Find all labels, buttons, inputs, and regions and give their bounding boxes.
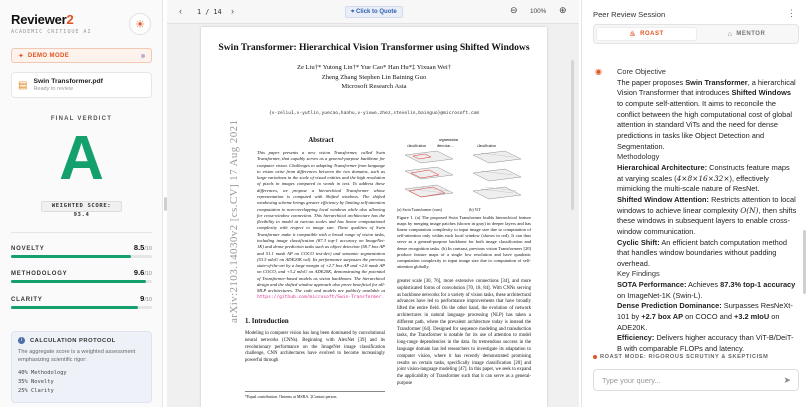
figure-label-seg: segmentation (439, 138, 459, 142)
paper-emails: {v-zeliu1,v-yutlin,yuecao,hanhu,v-yixwe,zhez,stevelin,bainguo}@microsoft.com (268, 111, 480, 116)
brand-title: Reviewer2 (11, 12, 74, 27)
file-icon: ▤ (18, 79, 28, 91)
send-icon[interactable]: ➤ (783, 375, 791, 385)
viewer-toolbar (167, 0, 579, 24)
file-status: Ready to review (33, 86, 73, 92)
quote-icon: ⌖ (351, 9, 357, 15)
demo-mode-indicator (141, 54, 145, 58)
metric-bar-fill (11, 255, 131, 258)
tab-mentor[interactable]: ⌂ MENTOR (727, 30, 766, 38)
verdict-label: FINAL VERDICT (50, 116, 113, 122)
page-indicator: 1 / 14 (197, 8, 222, 16)
brand (11, 12, 91, 35)
weighted-score-badge: WEIGHTED SCORE: 93.4 (41, 201, 122, 212)
chevron-left-icon[interactable]: ‹ (179, 6, 182, 16)
methodology-item: Cyclic Shift: An efficient batch computation method that handles window boundaries without padding overhead. (617, 237, 787, 268)
zoom-in-icon[interactable]: ⊕ (559, 5, 567, 15)
metric-name: CLARITY (11, 297, 43, 303)
footnote: *Equal contribution. †Interns at MSRA. ‡Contact person. (245, 391, 385, 399)
paper-authors: Ze Liu†* Yutong Lin†* Yue Cao* Han Hu*‡ Yixuan Wei† Zheng Zhang Stephen Lin Baining Guo Microsoft Research Asia (296, 64, 452, 91)
verdict-grade: A (59, 124, 104, 193)
figure-label-det: detection ... (437, 144, 454, 148)
metric-bar (11, 255, 152, 258)
methodology-heading: Methodology (617, 152, 660, 162)
finding-item: SOTA Performance: Achieves 87.3% top-1 accuracy on ImageNet-1K (Swin-L). (617, 280, 796, 300)
right-column-text: greater scale [30, 76], more extensive connections [34], and more sophisticated forms of convolution [70, 18, 84]. With CNNs serving as backbone networks for a variety of vision tasks, these architectural advances have led to performance improvements that have broadly lifted the entire field. On the other hand, the evolution of network architectures in natural language processing (NLP) has taken a different path, where the prevalent architecture today is instead the Transformer [64]. Designed for sequence modeling and transduction tasks, the Transformer is notable for its use of attention to model long-range dependencies in the data. Its tremendous success in the language domain has led researchers to investigate its adaptation to computer vision, where it has recently demonstrated promising results on certain tasks, specifically image classification [20] and joint vision-language modeling [47]. In this paper, we seek to expand the applicability of Transformer such that it can serve as a general-purpose (397, 279, 531, 386)
graduation-cap-icon: ⌂ (727, 30, 733, 38)
bot-icon: ◉ (595, 67, 602, 76)
finding-item: Efficiency: Delivers higher accuracy than ViT-B/DeiT-B with comparable FLOPs and latency. (617, 333, 794, 354)
chevron-right-icon[interactable]: › (231, 6, 234, 16)
metric-methodology (11, 268, 152, 283)
protocol-weights (18, 369, 145, 395)
figure-caption: Figure 1. (a) The proposed Swin Transformer builds hierarchical feature maps by merging image patches (shown in gray) in deeper layers and has linear computation complexity to input image size due to computation of self-attention only within each local window (shown in red). It can thus serve as a general-purpose backbone for both image classification and dense recognition tasks. (b) In contrast, previous vision Transformers [20] produce feature maps of a single low resolution and have quadratic computation complexity to input image size due to computation of self-attention globally. (397, 215, 531, 269)
demo-mode-label: DEMO MODE (27, 52, 70, 59)
sidebar (0, 0, 163, 407)
file-info (33, 78, 103, 92)
roast-mode-status: ROAST MODE: RIGOROUS SCRUTINY & SKEPTICISM (593, 354, 768, 360)
abstract-heading: Abstract (308, 137, 334, 144)
zoom-out-icon[interactable]: ⊖ (510, 5, 518, 15)
weight-clarity: 25% Clarity (18, 387, 54, 394)
click-to-quote-button[interactable]: ⌖ Click to Quote (345, 6, 403, 18)
metric-name: METHODOLOGY (11, 271, 68, 277)
abstract-text: This paper presents a new vision Transformer, called Swin Transformer, that capably serves as a general-purpose backbone for computer vision. Challenges in adapting Transformer from language to vision arise from differences between the two domains, such as large variations in the scale of visual entities and the high resolution of pixels in images compared to words in text. To address these differences, we propose a hierarchical Transformer whose representation is computed with Shifted windows. The shifted windowing scheme brings greater efficiency by limiting self-attention computation to non-overlapping local windows while also allowing for cross-window connection. This hierarchical architecture has the flexibility to model at various scales and has linear computational complexity with respect to image size. These qualities of Swin Transformer make it compatible with a broad range of vision tasks, including image classification (87.3 top-1 accuracy on ImageNet-1K) and dense prediction tasks such as object detection (58.7 box AP and 51.1 mask AP on COCO test-dev) and semantic segmentation (53.5 mIoU on ADE20K val). Its performance surpasses the previous state-of-the-art by a large margin of +2.7 box AP and +2.6 mask AP on COCO, and +3.2 mIoU on ADE20K, demonstrating the potential of Transformer-based models as vision backbones. The hierarchical design and the shifted window approach also prove beneficial for all-MLP architectures. The code and models are publicly available at https://github.com/microsoft/Swin-Transformer. (257, 150, 385, 301)
intro-heading: 1. Introduction (245, 318, 289, 325)
metric-bar (11, 306, 152, 309)
metric-score: 9.6/10 (133, 268, 152, 277)
sun-icon: ☀ (135, 18, 145, 31)
brand-tagline: ACADEMIC CRITIQUE AI (11, 29, 92, 35)
paper-title: Swin Transformer: Hierarchical Vision Transformer using Shifted Windows (218, 42, 530, 53)
peer-review-panel (581, 0, 806, 407)
info-icon: i (18, 337, 25, 344)
calculation-protocol-card (11, 331, 152, 403)
methodology-item: Hierarchical Architecture: Constructs feature maps at varying scales (4×8×16×32×), effectively mimicking the multi-scale nature of ResNet. (617, 162, 790, 194)
file-name: Swin Transformer.pdf (33, 78, 103, 85)
demo-mode-toggle[interactable] (11, 48, 152, 63)
weight-novelty: 35% Novelty (18, 378, 54, 385)
query-box (593, 369, 799, 391)
protocol-description: The aggregate score is a weighted assessment emphasizing scientific rigor: (18, 349, 136, 364)
figure-caption-b: (b) ViT (469, 207, 481, 212)
finding-item: Dense Prediction Dominance: Surpasses ResNeXt-101 by +2.7 box AP on COCO and +3.2 mIoU on ADE20K. (617, 301, 793, 332)
zoom-level: 100% (530, 8, 547, 15)
panel-title: Peer Review Session (593, 10, 666, 19)
code-link[interactable]: https://github.com/microsoft/Swin-Transformer. (257, 295, 385, 301)
objective-heading: Core Objective (617, 67, 666, 76)
divider (11, 232, 152, 233)
figure-caption-a: (a) Swin Transformer (ours) (397, 207, 442, 212)
pdf-page[interactable] (201, 27, 547, 407)
methodology-item: Shifted Window Attention: Restricts attention to local windows to achieve linear complexity O(N), then shifts these windows in subsequent layers to enable cross-window communication. (617, 194, 797, 236)
theme-toggle-button[interactable] (129, 13, 151, 35)
query-input[interactable] (602, 374, 772, 386)
metric-novelty (11, 243, 152, 258)
figure-label-cls: classification (407, 144, 426, 148)
figure-label-cls-b: classification (477, 144, 496, 148)
objective-text: The paper proposes Swin Transformer, a hierarchical Vision Transformer that introduces Shifted Windows to compute self-attention. It aims to reconcile the conflict between the high computational cost of global attention in standard ViTs and the need for dense predictions in tasks like Object Detection and Segmentation. (617, 77, 796, 151)
more-icon[interactable]: ⋮ (787, 8, 796, 18)
flame-icon: ♨ (629, 31, 637, 38)
metric-clarity (11, 294, 152, 309)
metric-name: NOVELTY (11, 246, 45, 252)
tab-roast[interactable]: ♨ ROAST (596, 27, 697, 41)
review-message (617, 67, 797, 354)
figure-1 (397, 135, 531, 209)
spark-icon: ✦ (18, 52, 24, 60)
pdf-viewer (167, 0, 579, 407)
viewer-scrollbar[interactable] (571, 60, 574, 210)
brand-superscript: 2 (66, 12, 74, 27)
mode-tabs (593, 24, 799, 44)
weight-methodology: 40% Methodology (18, 370, 67, 377)
intro-text: Modeling in computer vision has long been dominated by convolutional neural networks (CNNs). Beginning with AlexNet [39] and its revolutionary performance on the ImageNet image classification challenge, CNN architectures have evolved to become increasingly powerful through (245, 331, 385, 364)
metric-score: 9/10 (140, 294, 152, 303)
metric-bar (11, 280, 152, 283)
metric-score: 8.5/10 (133, 243, 152, 252)
metric-bar-fill (11, 306, 138, 309)
findings-heading: Key Findings (617, 269, 660, 279)
metric-bar-fill (11, 280, 146, 283)
uploaded-file-card[interactable] (11, 72, 152, 98)
protocol-title: CALCULATION PROTOCOL (30, 337, 116, 344)
status-dot (593, 355, 597, 359)
arxiv-stamp: arXiv:2103.14030v2 [cs.CV] 17 Aug 2021 (228, 119, 240, 323)
